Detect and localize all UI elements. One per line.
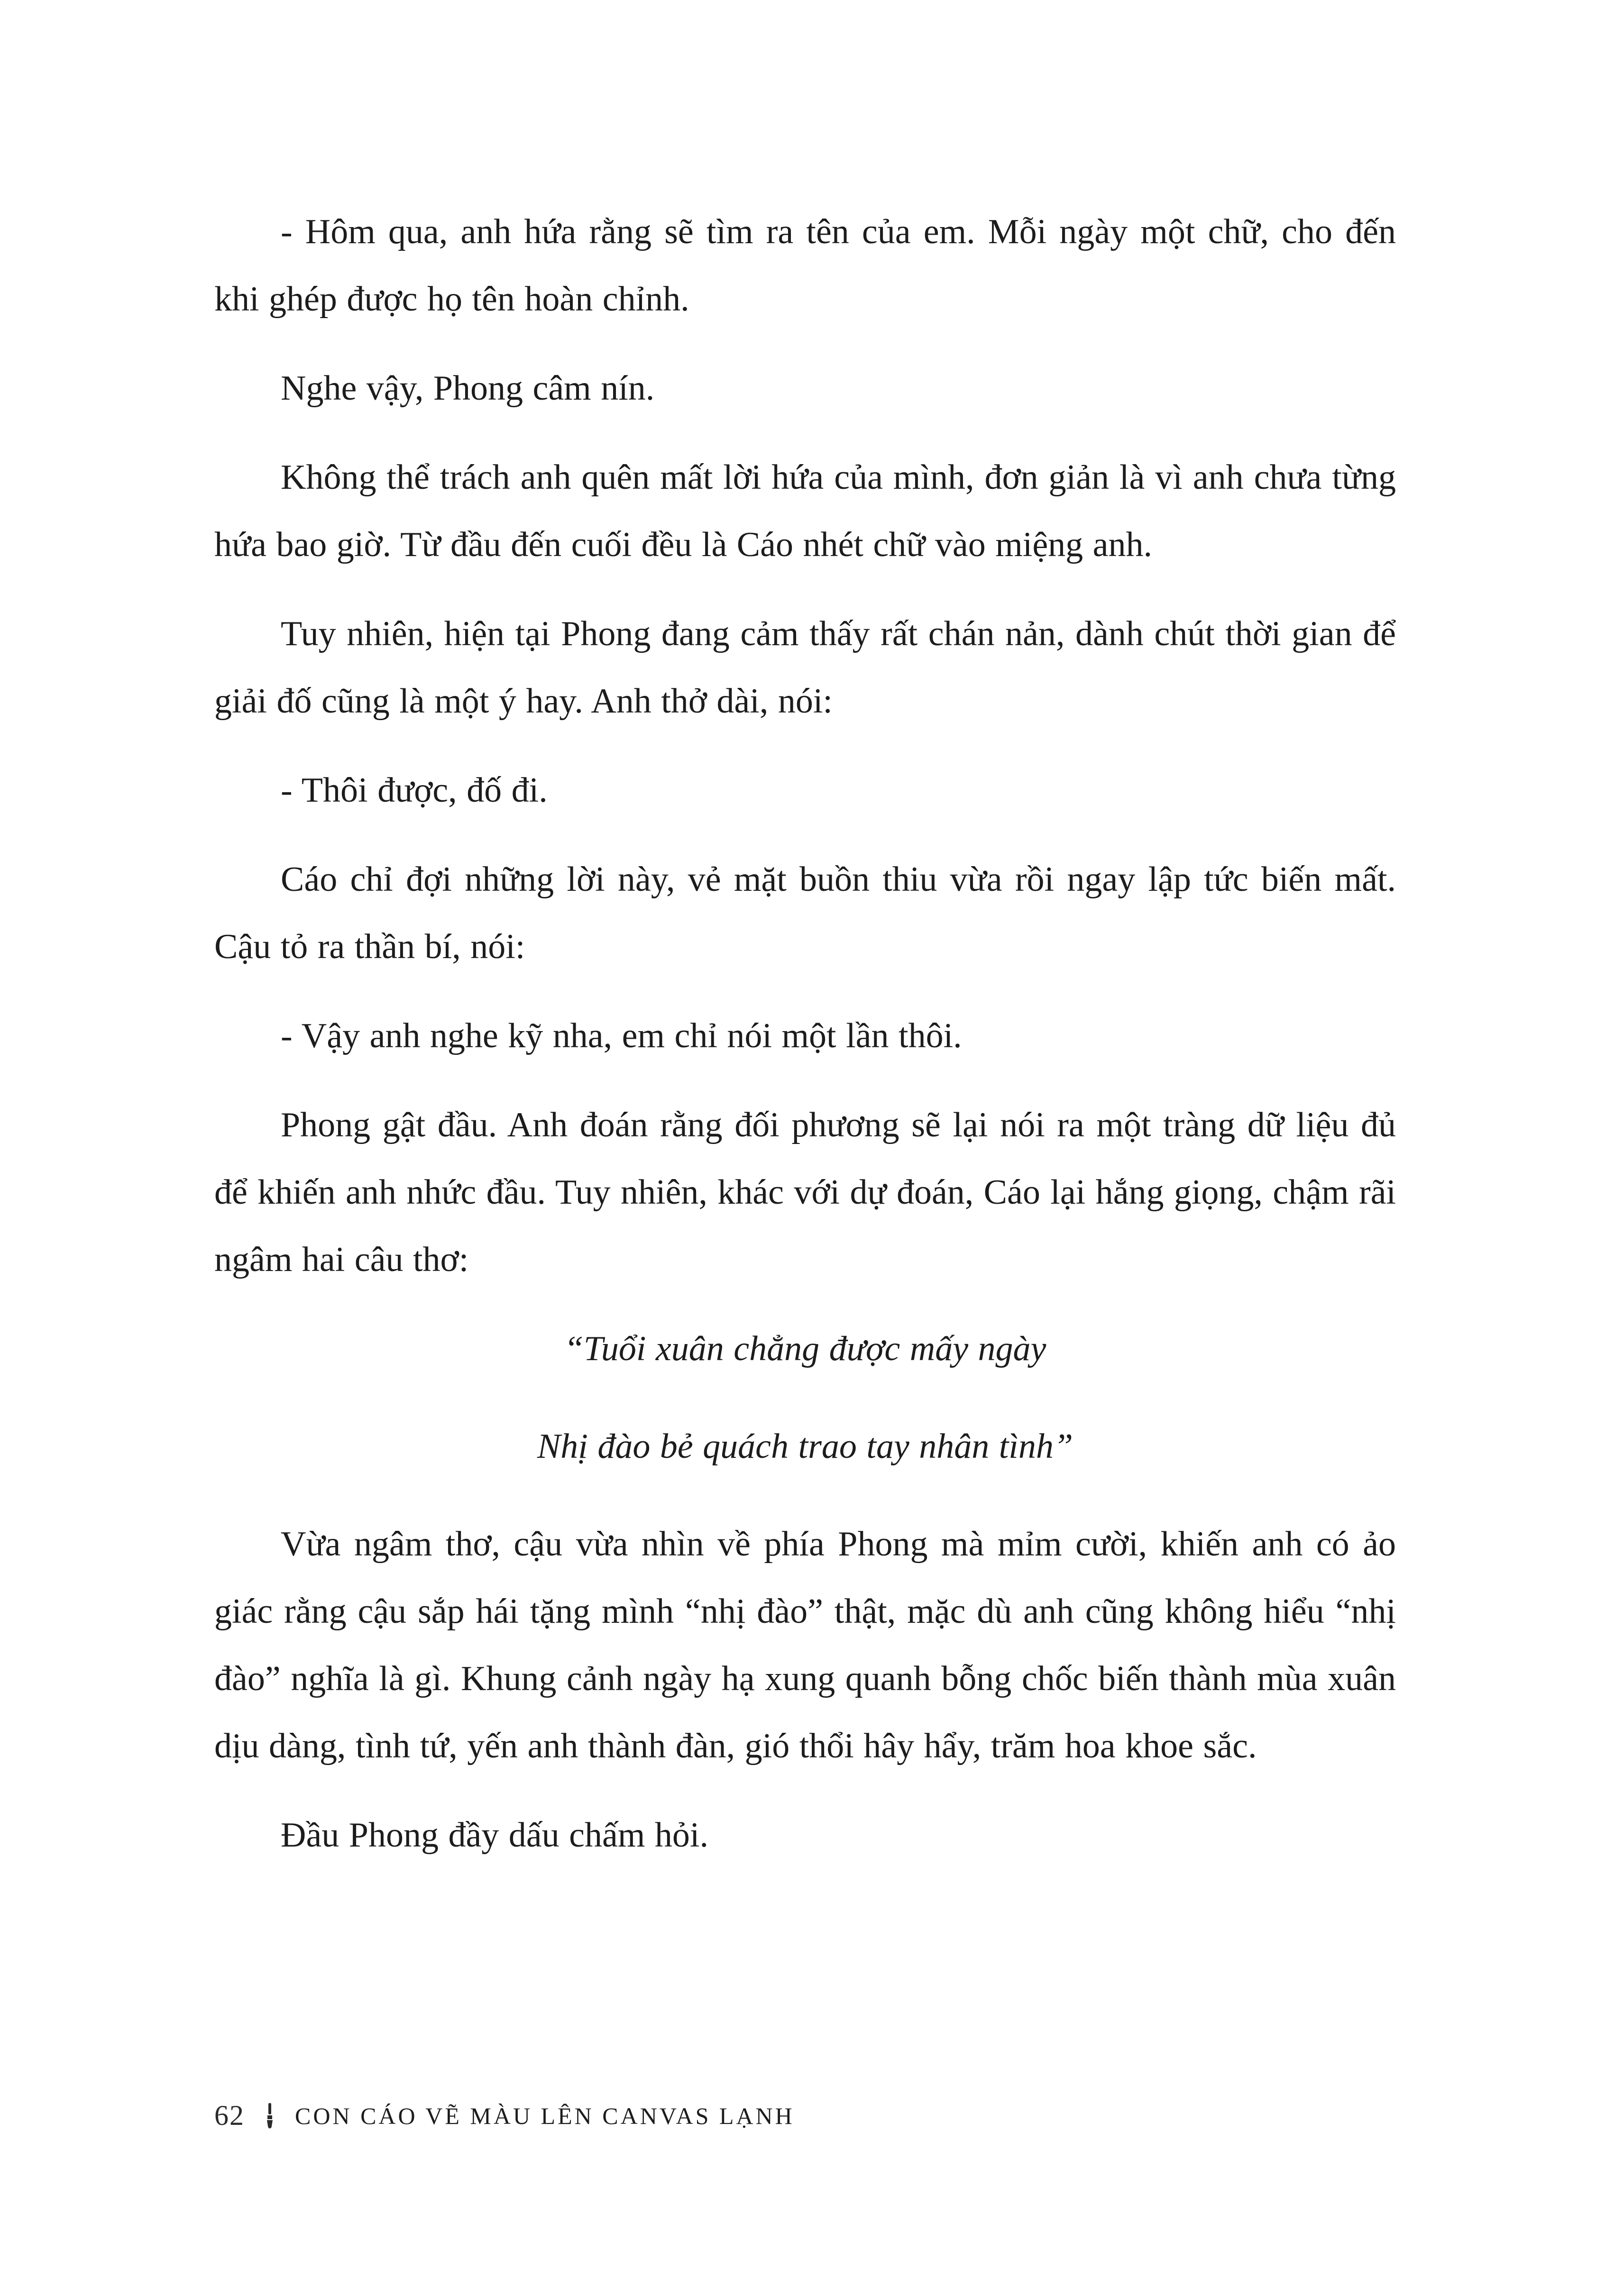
page-number: 62 <box>214 2100 245 2131</box>
paintbrush-icon <box>261 2102 279 2130</box>
paragraph: - Hôm qua, anh hứa rằng sẽ tìm ra tên của em. Mỗi ngày một chữ, cho đến khi ghép được họ tên hoàn chỉnh. <box>214 212 1396 319</box>
paragraph: Tuy nhiên, hiện tại Phong đang cảm thấy rất chán nản, dành chút thời gian để giải đố cũng là một ý hay. Anh thở dài, nói: <box>214 614 1396 721</box>
paragraph: Đầu Phong đầy dấu chấm hỏi. <box>281 1816 708 1855</box>
paragraph: Cáo chỉ đợi những lời này, vẻ mặt buồn thiu vừa rồi ngay lập tức biến mất. Cậu tỏ ra thần bí, nói: <box>214 860 1396 966</box>
paragraph: - Thôi được, đố đi. <box>281 771 548 810</box>
body-text <box>214 198 1396 1891</box>
paragraph: Phong gật đầu. Anh đoán rằng đối phương sẽ lại nói ra một tràng dữ liệu đủ để khiến anh nhức đầu. Tuy nhiên, khác với dự đoán, Cáo lại hắng giọng, chậm rãi ngâm hai câu thơ: <box>214 1106 1396 1279</box>
poem-line: Nhị đào bẻ quách trao tay nhân tình” <box>537 1427 1073 1466</box>
footer <box>214 2099 1396 2132</box>
paragraph: Nghe vậy, Phong câm nín. <box>281 369 655 408</box>
paragraph: Vừa ngâm thơ, cậu vừa nhìn về phía Phong mà mỉm cười, khiến anh có ảo giác rằng cậu sắp hái tặng mình “nhị đào” thật, mặc dù anh cũng không hiểu “nhị đào” nghĩa là gì. Khung cảnh ngày hạ xung quanh bỗng chốc biến thành mùa xuân dịu dàng, tình tứ, yến anh thành đàn, gió thổi hây hẩy, trăm hoa khoe sắc. <box>214 1525 1396 1765</box>
paragraph: Không thể trách anh quên mất lời hứa của mình, đơn giản là vì anh chưa từng hứa bao giờ. Từ đầu đến cuối đều là Cáo nhét chữ vào miệng anh. <box>214 458 1396 564</box>
paragraph: - Vậy anh nghe kỹ nha, em chỉ nói một lần thôi. <box>281 1016 962 1055</box>
footer-book-title: CON CÁO VẼ MÀU LÊN CANVAS LẠNH <box>295 2102 795 2129</box>
poem-line: “Tuổi xuân chẳng được mấy ngày <box>564 1329 1046 1368</box>
